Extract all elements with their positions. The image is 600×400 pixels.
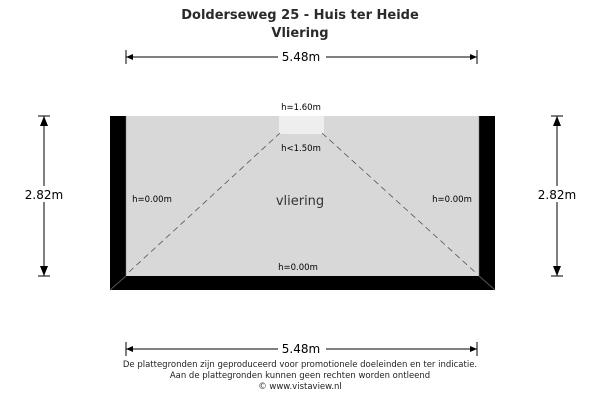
- bottom-height-label: h=0.00m: [278, 263, 318, 273]
- right-depth-dimension: [533, 116, 581, 276]
- floor-name: Vliering: [271, 26, 329, 41]
- left-depth-label: 2.82m: [24, 188, 64, 202]
- room-label: vliering: [275, 194, 325, 209]
- right-height-label: h=0.00m: [432, 195, 472, 205]
- bottom-width-dimension: [126, 341, 477, 356]
- left-height-label: h=0.00m: [132, 195, 172, 205]
- copyright-line: © www.vistaview.nl: [258, 382, 342, 392]
- disclaimer-line-2: Aan de plattegronden kunnen geen rechten worden ontleend: [169, 371, 431, 381]
- plan-title: Dolderseweg 25 - Huis ter Heide: [181, 8, 419, 23]
- bottom-width-label: 5.48m: [281, 342, 321, 356]
- under-ridge-height-label: h<1.50m: [281, 144, 321, 154]
- disclaimer-line-1: De plattegronden zijn geproduceerd voor promotionele doeleinden en ter indicatie.: [122, 360, 478, 370]
- top-width-label: 5.48m: [281, 50, 321, 64]
- ridge-hatch: [279, 116, 324, 134]
- top-width-dimension: [126, 49, 477, 64]
- left-depth-dimension: [20, 116, 68, 276]
- right-depth-label: 2.82m: [537, 188, 577, 202]
- ridge-height-label: h=1.60m: [281, 103, 321, 113]
